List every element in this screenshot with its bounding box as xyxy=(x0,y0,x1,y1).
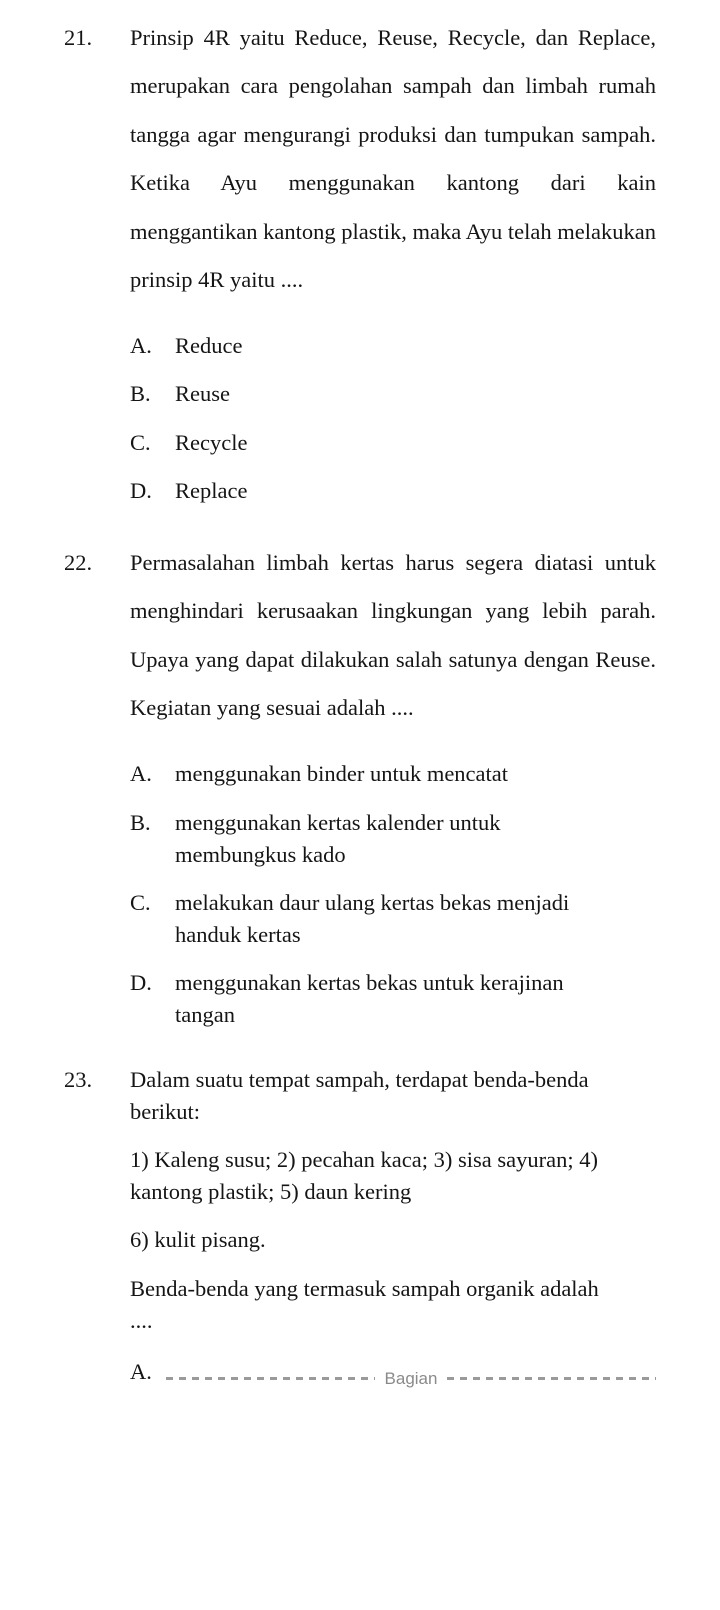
dashed-line xyxy=(166,1377,375,1380)
question-number: 23. xyxy=(64,1066,93,1092)
question-prompt: Benda-benda yang termasuk sampah organik adalah .... xyxy=(130,1275,599,1333)
option-text: melakukan daur ulang kertas bekas menjadi handuk kertas xyxy=(175,889,570,948)
option-text: menggunakan binder untuk mencatat xyxy=(175,761,509,787)
section-break-label: Bagian xyxy=(384,1368,438,1388)
option-b xyxy=(130,807,656,871)
option-letter: B. xyxy=(130,381,151,407)
question-number: 21. xyxy=(64,25,93,50)
option-text: Reuse xyxy=(175,381,230,407)
question-list-items: 1) Kaleng susu; 2) pecahan kaca; 3) sisa sayuran; 4) kantong plastik; 5) daun kering xyxy=(130,1146,598,1205)
option-a xyxy=(130,758,656,790)
section-break-divider xyxy=(166,1367,656,1391)
question-21 xyxy=(64,14,656,507)
option-c xyxy=(130,427,656,459)
option-letter: C. xyxy=(130,429,151,455)
option-d xyxy=(130,967,656,1031)
option-text: Replace xyxy=(175,477,248,503)
option-letter: B. xyxy=(130,809,151,835)
question-body xyxy=(130,1064,656,1392)
option-a xyxy=(130,330,656,362)
question-22 xyxy=(64,539,656,1032)
option-text: menggunakan kertas kalender untuk membungkus kado xyxy=(175,809,501,867)
option-letter: C. xyxy=(130,889,151,915)
question-text: Permasalahan limbah kertas harus segera diatasi untuk menghindari kerusaakan lingkungan yang lebih parah. Upaya yang dapat dilakukan salah satunya dengan Reuse. Kegiatan yang sesuai adalah .... xyxy=(130,549,656,721)
option-d xyxy=(130,475,656,507)
options-list xyxy=(130,330,656,507)
option-letter: A. xyxy=(130,1358,152,1384)
partial-option-row xyxy=(130,1353,656,1391)
question-number: 22. xyxy=(64,549,93,575)
dashed-line xyxy=(447,1377,656,1380)
option-letter: D. xyxy=(130,477,152,503)
option-text: Reduce xyxy=(175,333,243,359)
question-23 xyxy=(64,1064,656,1392)
question-text: Prinsip 4R yaitu Reduce, Reuse, Recycle, dan Replace, merupakan cara pengolahan sampah dan limbah rumah tangga agar mengurangi produksi dan tumpukan sampah. Ketika Ayu menggunakan kantong dari kain menggantikan kantong plastik, maka Ayu telah melakukan prinsip 4R yaitu .... xyxy=(130,25,656,292)
question-body xyxy=(130,14,656,507)
options-list xyxy=(130,758,656,1031)
question-list-items: 6) kulit pisang. xyxy=(130,1227,266,1253)
option-letter: A. xyxy=(130,333,152,359)
option-b xyxy=(130,378,656,410)
option-letter: A. xyxy=(130,761,152,787)
option-text: Recycle xyxy=(175,429,248,455)
option-text: menggunakan kertas bekas untuk kerajinan tangan xyxy=(175,970,564,1028)
option-c xyxy=(130,887,656,951)
question-body xyxy=(130,539,656,1032)
option-letter: D. xyxy=(130,970,152,996)
question-text: Dalam suatu tempat sampah, terdapat benda-benda berikut: xyxy=(130,1066,589,1124)
